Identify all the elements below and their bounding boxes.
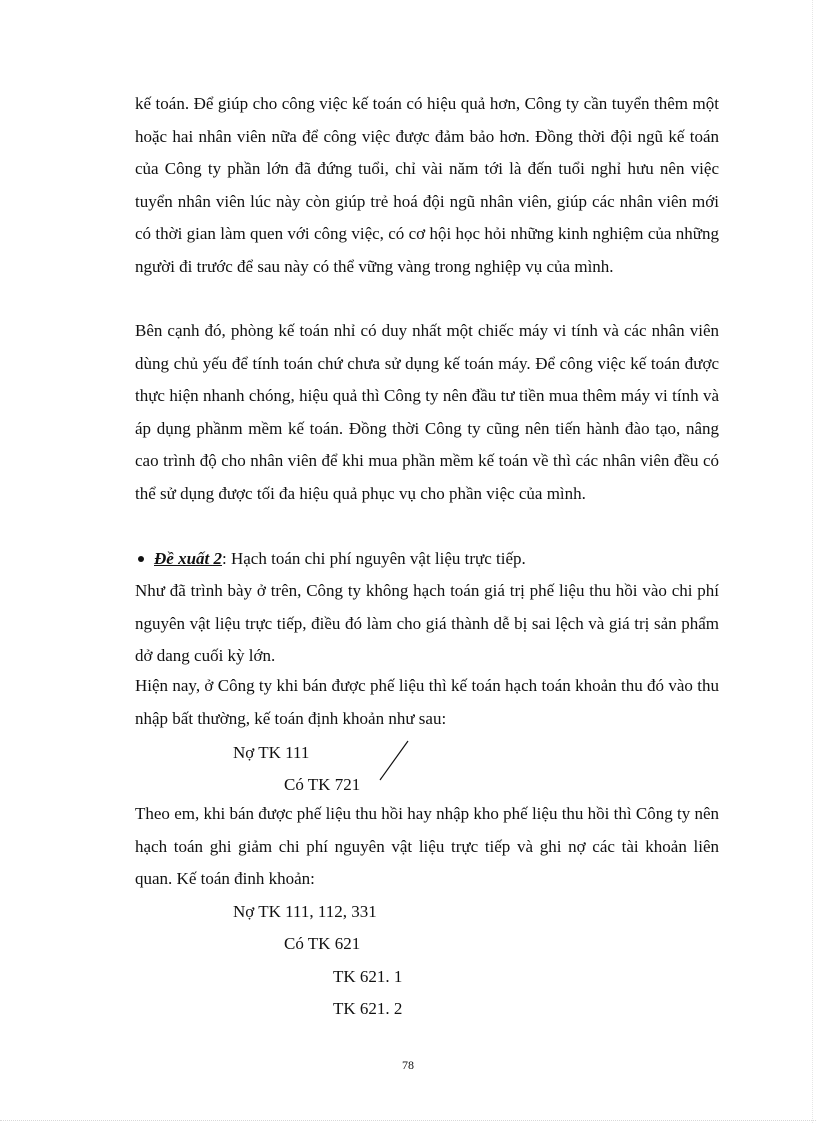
- paragraph-proposed-entry: Theo em, khi bán được phế liệu thu hồi hay nhập kho phế liệu thu hồi thì Công ty nên hạch toán ghi giảm chi phí nguyên vật liệu trực tiếp và ghi nợ các tài khoản liên quan. Kế toán đinh khoản:: [135, 804, 719, 889]
- paragraph-computers-software: Bên cạnh đó, phòng kế toán nhỉ có duy nhất một chiếc máy vi tính và các nhân viên dùng chủ yếu để tính toán chứ chưa sử dụng kế toán máy. Để công việc kế toán được thực hiện nhanh chóng, hiệu quả thì Công ty nên đầu tư tiền mua thêm máy vi tính và áp dụng phầnm mềm kế toán. Đồng thời Công ty cũng nên tiến hành đào tạo, nâng cao trình độ cho nhân viên để khi mua phần mềm kế toán về thì các nhân viên đều có thể sử dụng được tối đa hiệu quả phục vụ cho phần việc của mình.: [135, 321, 719, 503]
- paragraph-scrap-value: Như đã trình bày ở trên, Công ty không hạch toán giá trị phế liệu thu hồi vào chi phí nguyên vật liệu trực tiếp, điều đó làm cho giá thành dễ bị sai lệch và giá trị sản phẩm dở dang cuối kỳ lớn.: [135, 581, 719, 666]
- entry2-credit: Có TK 621: [284, 934, 361, 953]
- page-right-border: [812, 0, 813, 1123]
- proposal-label: Đề xuất 2: [154, 549, 222, 568]
- entry1-credit: Có TK 721: [284, 775, 361, 794]
- entry2-debit: Nợ TK 111, 112, 331: [233, 902, 377, 921]
- proposal-text: : Hạch toán chi phí nguyên vật liệu trực tiếp.: [222, 549, 526, 568]
- page-bottom-border: [0, 1120, 816, 1121]
- bullet-icon: [138, 556, 144, 562]
- entry2-sub1: TK 621. 1: [333, 967, 403, 986]
- paragraph-accounting-staff: kế toán. Để giúp cho công việc kế toán có hiệu quả hơn, Công ty cần tuyển thêm một hoặc hai nhân viên nữa để công việc được đảm bảo hơn. Đồng thời đội ngũ kế toán của Công ty phần lớn đã đứng tuổi, chỉ vài năm tới là đến tuổi nghỉ hưu nên việc tuyển nhân viên lúc này còn giúp trẻ hoá đội ngũ nhân viên, giúp các nhân viên mới có thời gian làm quen với công việc, có cơ hội học hỏi những kinh nghiệm của những người đi trước để sau này có thể vững vàng trong nghiệp vụ của mình.: [135, 94, 719, 276]
- page-number: 78: [402, 1058, 414, 1072]
- diagonal-slash-mark: [378, 740, 410, 782]
- entry1-debit: Nợ TK 111: [233, 743, 310, 762]
- paragraph-current-practice: Hiện nay, ở Công ty khi bán được phế liệu thì kế toán hạch toán khoản thu đó vào thu nhập bất thường, kế toán định khoản như sau:: [135, 676, 719, 728]
- entry2-sub2: TK 621. 2: [333, 999, 403, 1018]
- proposal-heading: [135, 543, 719, 576]
